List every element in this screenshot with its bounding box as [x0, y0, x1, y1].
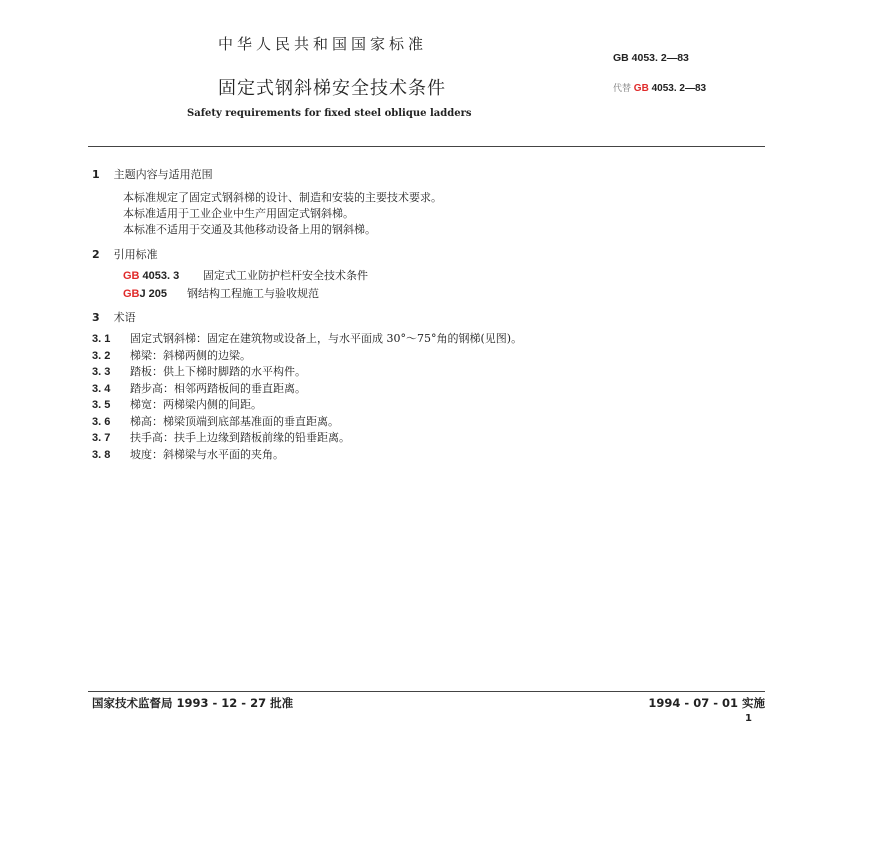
effective-date: 1994 - 07 - 01 实施 — [648, 696, 765, 710]
section-1-heading — [92, 166, 213, 182]
term-text: 踏板：供上下梯时脚踏的水平构件。 — [130, 365, 306, 378]
national-standard-label: 中华人民共和国国家标准 — [218, 35, 428, 53]
scope-line: 本标准不适用于交通及其他移动设备上用的钢斜梯。 — [123, 223, 376, 236]
term-item — [92, 429, 350, 445]
term-number: 3. 7 — [92, 432, 111, 444]
replaces-prefix: GB — [633, 83, 649, 94]
replaces-label: 代替 — [613, 83, 632, 93]
reference-prefix: GB — [123, 288, 140, 300]
term-item — [92, 413, 339, 429]
reference-number: 4053. 3 — [139, 270, 180, 282]
term-number: 3. 1 — [92, 333, 111, 345]
header-divider — [88, 146, 765, 147]
reference-item — [123, 285, 319, 301]
term-text: 梯宽：两梯梁内侧的间距。 — [130, 398, 262, 411]
section-number: 3 — [92, 311, 100, 324]
section-title: 主题内容与适用范围 — [113, 168, 213, 181]
term-item — [92, 396, 262, 412]
term-number: 3. 2 — [92, 349, 111, 362]
term-number: 3. 5 — [92, 399, 111, 411]
section-2-heading — [92, 246, 158, 262]
term-text: 梯梁：斜梯两侧的边梁。 — [130, 348, 251, 362]
reference-desc: 固定式工业防护栏杆安全技术条件 — [203, 269, 368, 282]
replaces-note — [613, 81, 706, 94]
term-number: 3. 6 — [92, 415, 111, 428]
term-item — [92, 347, 251, 363]
section-title: 引用标准 — [113, 248, 158, 261]
term-item — [92, 380, 306, 396]
scope-line: 本标准规定了固定式钢斜梯的设计、制造和安装的主要技术要求。 — [123, 191, 442, 204]
standard-code: GB 4053. 2—83 — [613, 52, 689, 64]
page-number: 1 — [745, 713, 752, 724]
term-text: 梯高：梯梁顶端到底部基准面的垂直距离。 — [130, 414, 339, 428]
section-number: 2 — [92, 248, 100, 261]
term-number: 3. 8 — [92, 448, 111, 461]
replaces-number: 4053. 2—83 — [648, 83, 707, 94]
section-3-heading — [92, 309, 136, 325]
term-number: 3. 4 — [92, 382, 111, 395]
reference-item — [123, 267, 368, 283]
approval-date: 国家技术监督局 1993 - 12 - 27 批准 — [92, 696, 294, 710]
term-text: 坡度：斜梯梁与水平面的夹角。 — [130, 447, 284, 461]
reference-number: J 205 — [139, 288, 168, 300]
section-title: 术语 — [113, 311, 136, 324]
term-text: 扶手高：扶手上边缘到踏板前缘的铅垂距离。 — [130, 431, 350, 444]
term-item — [92, 446, 284, 462]
scope-line: 本标准适用于工业企业中生产用固定式钢斜梯。 — [123, 207, 354, 220]
reference-prefix: GB — [123, 270, 140, 282]
term-item — [92, 363, 306, 379]
term-text: 踏步高：相邻两踏板间的垂直距离。 — [130, 381, 306, 395]
term-item — [92, 330, 522, 346]
footer-divider — [88, 691, 765, 692]
term-number: 3. 3 — [92, 366, 111, 378]
document-title: 固定式钢斜梯安全技术条件 — [218, 78, 446, 99]
term-text: 固定式钢斜梯：固定在建筑物或设备上，与水平面成 30°～75°角的钢梯(见图)。 — [130, 332, 523, 345]
english-title: Safety requirements for fixed steel oblique ladders — [187, 108, 472, 119]
section-number: 1 — [92, 168, 100, 181]
reference-desc: 钢结构工程施工与验收规范 — [187, 287, 319, 300]
